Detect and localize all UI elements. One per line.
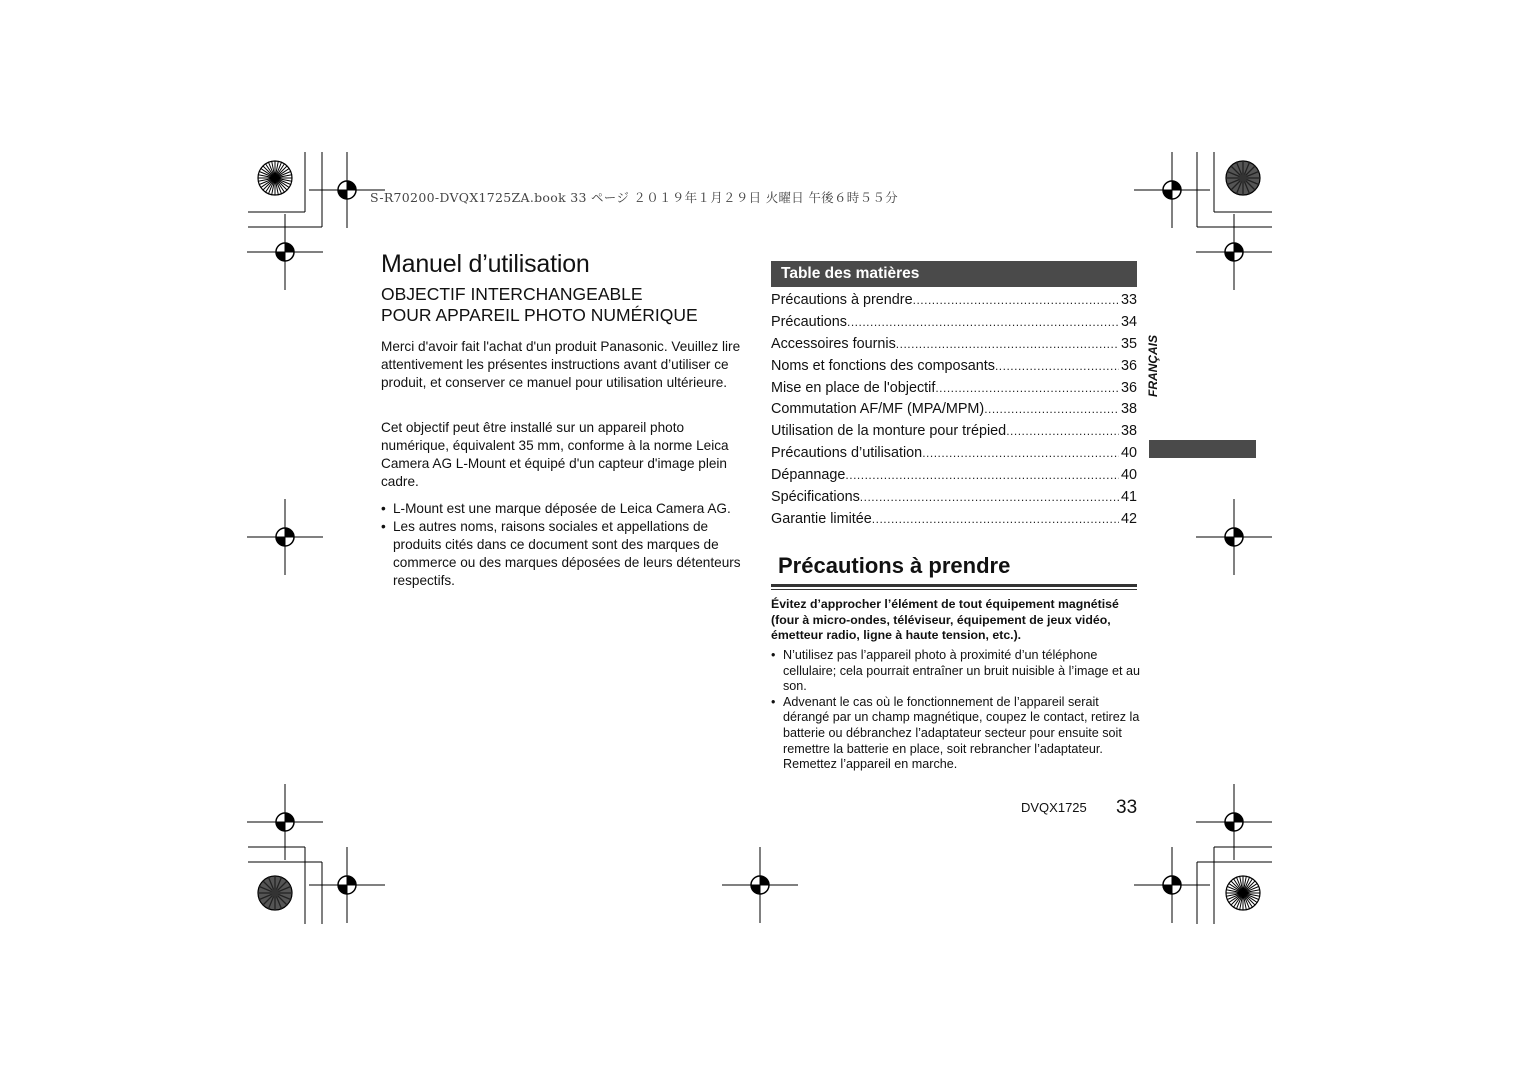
toc-item[interactable] [771, 292, 1137, 314]
toc-item-label: Garantie limitée [771, 510, 872, 527]
toc-dot-leader [984, 402, 1119, 416]
toc-item-label: Accessoires fournis [771, 335, 896, 352]
model-code: DVQX1725 [1021, 800, 1087, 815]
precaution-note: • Advenant le cas où le fonctionnement de l’appareil serait dérangé par un champ magnétique, coupez le contact, retirez la batterie ou débranchez l’adaptateur secteur pour ensuite soit remettre la batterie en place, soit rebrancher l’adaptateur. Remettez l’appareil en marche. [771, 695, 1143, 773]
toc-list [771, 292, 1137, 533]
magnetic-warning: Évitez d’approcher l’élément de tout équipement magnétisé (four à micro-ondes, téléviseur, équipement de jeux vidéo, émetteur radio, ligne à haute tension, etc.). [771, 597, 1119, 643]
toc-item-page: 36 [1120, 357, 1137, 374]
toc-dot-leader [935, 381, 1119, 395]
toc-dot-leader [860, 490, 1119, 504]
manual-title: Manuel d’utilisation [381, 250, 590, 278]
subtitle-line-2: POUR APPAREIL PHOTO NUMÉRIQUE [381, 305, 698, 325]
toc-item-page: 40 [1120, 467, 1137, 484]
intro-paragraph: Merci d'avoir fait l'achat d'un produit Panasonic. Veuillez lire attentivement les présentes instructions avant d’utiliser ce produit, et conserver ce manuel pour utilisation ultérieure. [381, 339, 741, 390]
trademark-notes [381, 500, 746, 590]
page-number: 33 [1116, 797, 1138, 818]
toc-dot-leader [995, 359, 1119, 373]
toc-item-label: Commutation AF/MF (MPA/MPM) [771, 401, 985, 418]
toc-dot-leader [1006, 424, 1119, 438]
toc-item-page: 41 [1120, 489, 1137, 506]
toc-item[interactable] [771, 445, 1137, 467]
trademark-note: • L-Mount est une marque déposée de Leica Camera AG. [381, 500, 746, 518]
section-title: Précautions à prendre [778, 553, 1011, 578]
toc-item[interactable] [771, 401, 1137, 423]
toc-item-label: Spécifications [771, 489, 860, 506]
toc-item-label: Dépannage [771, 467, 846, 484]
toc-item-label: Noms et fonctions des composants [771, 357, 995, 374]
toc-item-page: 35 [1120, 335, 1137, 352]
precaution-notes [771, 648, 1143, 773]
toc-dot-leader [872, 512, 1119, 526]
toc-dot-leader [845, 468, 1119, 482]
toc-item-page: 40 [1120, 445, 1137, 462]
section-rule [771, 584, 1137, 587]
toc-item[interactable] [771, 336, 1137, 358]
toc-item[interactable] [771, 489, 1137, 511]
trademark-note: • Les autres noms, raisons sociales et appellations de produits cités dans ce document sont des marques de commerce ou des marques déposées de leurs détenteurs respectifs. [381, 518, 746, 590]
toc-item-page: 34 [1120, 313, 1137, 330]
toc-item-label: Précautions [771, 313, 847, 330]
toc-item[interactable] [771, 380, 1137, 402]
toc-item-label: Précautions à prendre [771, 292, 913, 308]
toc-item[interactable] [771, 511, 1137, 533]
toc-item-page: 42 [1120, 510, 1137, 527]
toc-item-label: Mise en place de l'objectif [771, 379, 936, 396]
print-header: S-R70200-DVQX1725ZA.book 33 ページ ２０１９年１月２９日 火曜日 午後６時５５分 [370, 190, 898, 205]
manual-subtitle [381, 284, 698, 326]
section-rule [771, 589, 1137, 590]
language-tab-bar [1149, 440, 1256, 458]
toc-item-page: 38 [1120, 423, 1137, 440]
toc-item[interactable] [771, 423, 1137, 445]
compatibility-paragraph: Cet objectif peut être installé sur un appareil photo numérique, équivalent 35 mm, conforme à la norme Leica Camera AG L-Mount et équipé d'un capteur d'image plein cadre. [381, 420, 729, 489]
toc-dot-leader [913, 293, 1119, 307]
toc-item[interactable] [771, 314, 1137, 336]
precaution-note: • N’utilisez pas l’appareil photo à proximité d’un téléphone cellulaire; cela pourrait entraîner un bruit nuisible à l’image et au son. [771, 648, 1143, 695]
toc-item[interactable] [771, 358, 1137, 380]
toc-heading: Table des matières [771, 261, 1137, 287]
toc-dot-leader [896, 337, 1119, 351]
toc-item-page: 36 [1120, 379, 1137, 396]
subtitle-line-1: OBJECTIF INTERCHANGEABLE [381, 284, 643, 304]
toc-dot-leader [922, 446, 1119, 460]
toc-item-label: Précautions d’utilisation [771, 445, 923, 462]
toc-item-page: 33 [1120, 292, 1137, 308]
language-tab-label: FRANÇAIS [1146, 335, 1160, 397]
toc-item[interactable] [771, 467, 1137, 489]
toc-item-page: 38 [1120, 401, 1137, 418]
toc-item-label: Utilisation de la monture pour trépied [771, 423, 1007, 440]
toc-dot-leader [847, 315, 1119, 329]
